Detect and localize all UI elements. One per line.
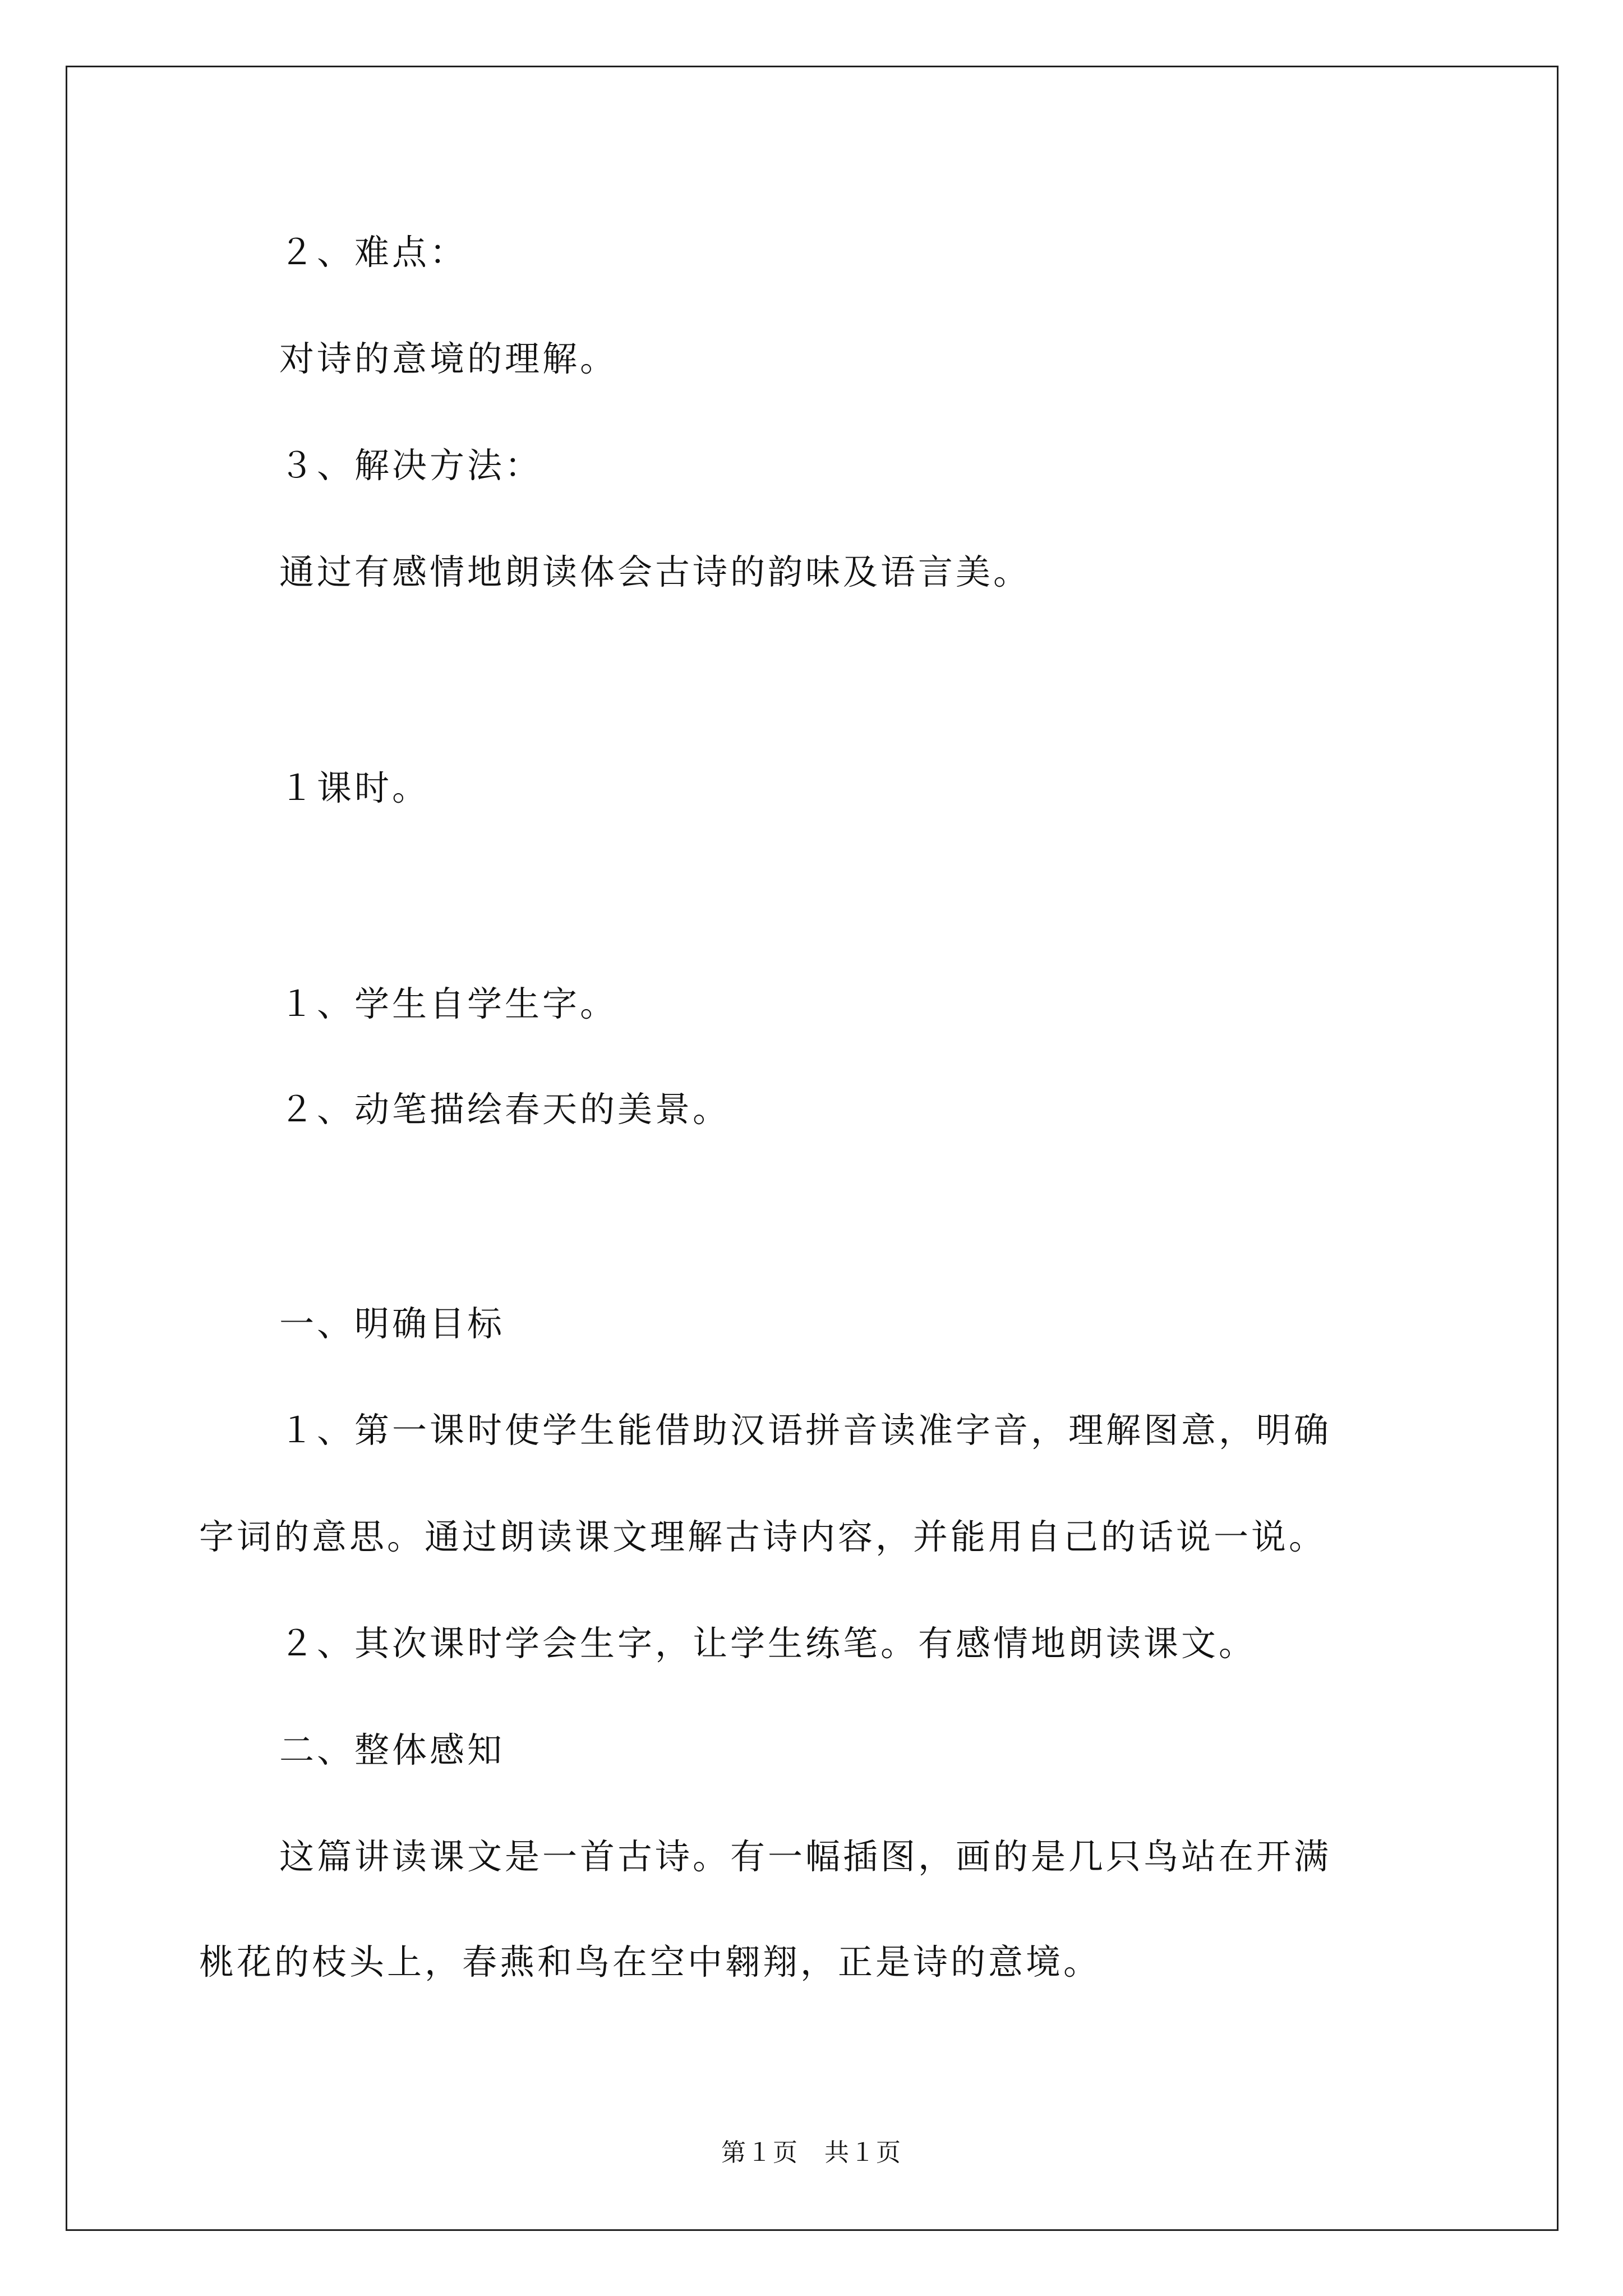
paragraph-continuation: 字词的意思。通过朗读课文理解古诗内容，并能用自己的话说一说。 (199, 1516, 1327, 1557)
paragraph: 通过有感情地朗读体会古诗的韵味及语言美。 (279, 551, 1031, 592)
paragraph: 对诗的意境的理解。 (279, 338, 618, 379)
section-heading-overview: 二、整体感知 (279, 1729, 505, 1770)
paragraph: ２、其次课时学会生字，让学生练笔。有感情地朗读课文。 (279, 1623, 1257, 1664)
paragraph: 这篇讲读课文是一首古诗。有一幅插图，画的是几只鸟站在开满 (279, 1836, 1332, 1877)
list-item: ２、动笔描绘春天的美景。 (279, 1089, 731, 1130)
list-item: １、学生自学生字。 (279, 983, 618, 1024)
section-heading-difficulty: ２、难点： (279, 232, 468, 273)
section-heading-goals: 一、明确目标 (279, 1303, 505, 1344)
paragraph: １课时。 (279, 767, 430, 808)
paragraph: １、第一课时使学生能借助汉语拼音读准字音，理解图意，明确 (279, 1410, 1332, 1451)
page-footer: 第１页 共１页 (721, 2138, 902, 2167)
section-heading-method: ３、解决方法： (279, 445, 543, 486)
paragraph-continuation: 桃花的枝头上，春燕和鸟在空中翱翔，正是诗的意境。 (199, 1941, 1101, 1982)
page-border (66, 66, 1559, 2231)
